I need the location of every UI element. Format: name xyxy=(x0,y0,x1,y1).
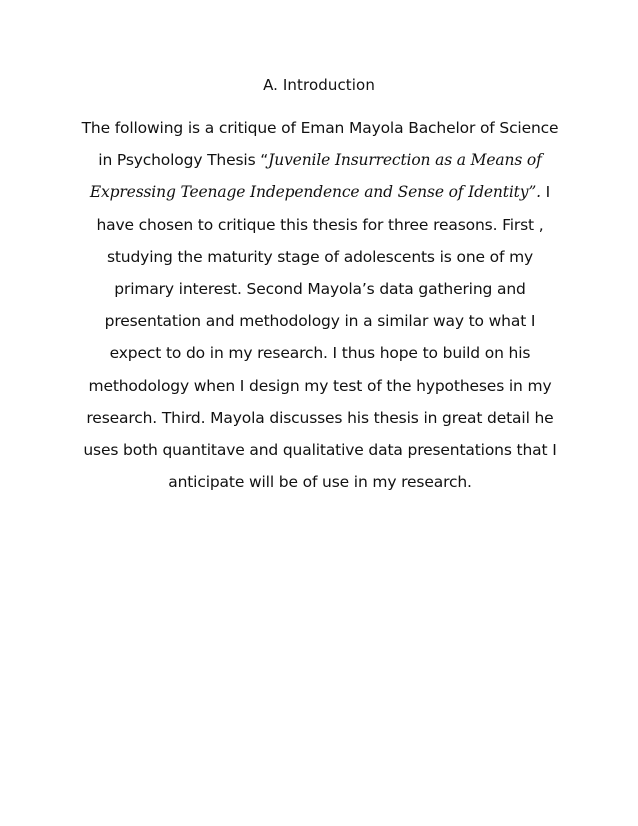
introduction-paragraph xyxy=(58,112,582,498)
line-text: methodology when I design my test of the hypotheses in my xyxy=(88,376,552,395)
thesis-title-text: Expressing Teenage Independence and Sense of Identity”. xyxy=(89,183,541,202)
paragraph-line-9 xyxy=(58,370,582,402)
line-text: studying the maturity stage of adolescents is one of my xyxy=(106,247,534,266)
paragraph-line-7 xyxy=(58,305,582,337)
paragraph-line-2 xyxy=(58,144,582,176)
paragraph-line-5 xyxy=(58,241,582,273)
line-text: have chosen to critique this thesis for three reasons. First , xyxy=(96,215,544,234)
paragraph-line-10 xyxy=(58,402,582,434)
thesis-title-text: Juvenile Insurrection as a Means of xyxy=(268,151,542,170)
line-text: in Psychology Thesis “ xyxy=(98,151,269,170)
paragraph-line-6 xyxy=(58,273,582,305)
paragraph-line-1 xyxy=(58,112,582,144)
line-text: presentation and methodology in a similar way to what I xyxy=(104,312,536,331)
line-text: research. Third. Mayola discusses his thesis in great detail he xyxy=(86,408,554,427)
section-heading: A. Introduction xyxy=(263,76,375,94)
line-text: primary interest. Second Mayola’s data gathering and xyxy=(114,280,526,299)
paragraph-line-3 xyxy=(58,176,582,208)
paragraph-line-12 xyxy=(58,466,582,498)
paragraph-line-11 xyxy=(58,434,582,466)
line-text: uses both quantitave and qualitative data presentations that I xyxy=(83,441,557,460)
line-text: anticipate will be of use in my research. xyxy=(168,473,472,492)
paragraph-line-8 xyxy=(58,337,582,369)
line-text: I xyxy=(540,183,551,202)
line-text: expect to do in my research. I thus hope to build on his xyxy=(109,344,531,363)
line-text: The following is a critique of Eman Mayola Bachelor of Science xyxy=(81,119,559,137)
paragraph-line-4 xyxy=(58,209,582,241)
